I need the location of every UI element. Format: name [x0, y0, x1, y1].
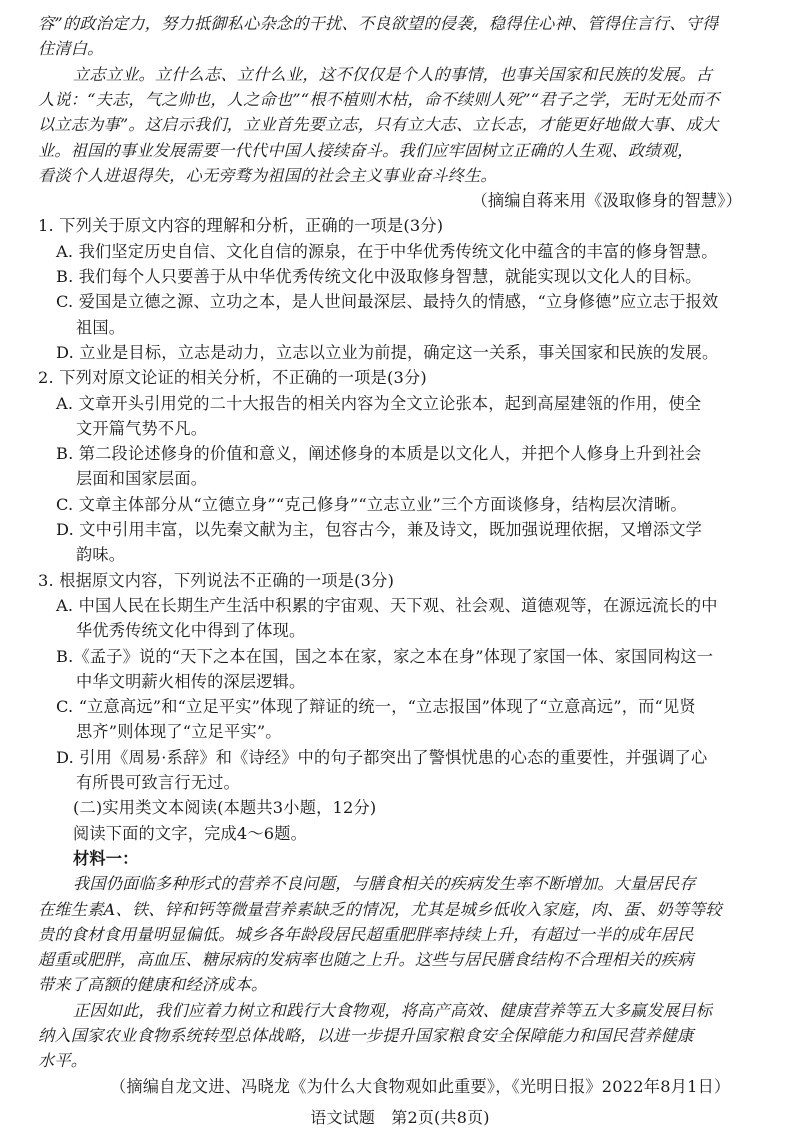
- material-label: 材料一：: [73, 848, 139, 868]
- question-1-stem: 1. 下列关于原文内容的理解和分析，正确的一项是(3分): [38, 216, 444, 236]
- material-line: 我国仍面临多种形式的营养不良问题，与膳食相关的疾病发生率不断增加。大量居民存: [73, 874, 696, 894]
- passage-line: 看淡个人进退得失，心无旁骛为祖国的社会主义事业奋斗终生。: [38, 165, 497, 185]
- question-2-stem: 2. 下列对原文论证的相关分析，不正确的一项是(3分): [38, 368, 427, 388]
- question-1-option-b: B. 我们每个人只要善于从中华优秀传统文化中汲取修身智慧，就能实现以文化人的目标。: [56, 267, 702, 286]
- passage-line: 住清白。: [38, 39, 104, 59]
- question-1-option-d: D. 立业是目标，立志是动力，立志以立业为前提，确定这一关系，事关国家和民族的发展。: [56, 342, 719, 362]
- passage-line: 容”的政治定力，努力抵御私心杂念的干扰、不良欲望的侵袭，稳得住心神、管得住言行、守得: [38, 14, 719, 33]
- question-2-option-a-cont: 文开篇气势不凡。: [76, 418, 208, 438]
- material-line: 正因如此，我们应着力树立和践行大食物观，将高产高效、健康营养等五大多赢发展目标: [73, 1000, 713, 1020]
- passage-source: （摘编自蒋来用《汲取修身的智慧》）: [471, 191, 742, 211]
- material-line: 水平。: [38, 1051, 88, 1071]
- question-3-option-c-cont: 思齐”则体现了“立足平实”。: [76, 722, 282, 742]
- passage-line: 业。祖国的事业发展需要一代代中国人接续奋斗。我们应牢固树立正确的人生观、政绩观，: [38, 140, 694, 160]
- page-footer: 语文试题 第2页(共8页): [310, 1107, 490, 1127]
- question-3-option-b-cont: 中华文明薪火相传的深层逻辑。: [76, 671, 306, 691]
- passage-line: 立志立业。立什么志、立什么业，这不仅仅是个人的事情，也事关国家和民族的发展。古: [73, 64, 713, 84]
- question-2-option-a: A. 文章开头引用党的二十大报告的相关内容为全文立论张本，起到高屋建瓴的作用，使全: [56, 393, 702, 413]
- question-3-option-c: C. “立意高远”和“立足平实”体现了辩证的统一，“立志报国”体现了“立意高远”，而“见贤: [56, 697, 696, 717]
- question-1-option-a: A. 我们坚定历史自信、文化自信的源泉，在于中华优秀传统文化中蕴含的丰富的修身智慧。: [56, 241, 718, 261]
- material-line: 超重或肥胖，高血压、糖尿病的发病率也随之上升。这些与居民膳食结构不合理相关的疾病: [38, 950, 694, 970]
- question-3-option-d-cont: 有所畏可致言行无过。: [76, 773, 240, 792]
- material-line: 在维生素A、铁、锌和钙等微量营养素缺乏的情况，尤其是城乡低收入家庭，肉、蛋、奶等等较: [38, 899, 722, 919]
- section-instruction: 阅读下面的文字，完成4～6题。: [73, 823, 308, 843]
- question-2-option-d: D. 文中引用丰富，以先秦文献为主，包容古今，兼及诗文，既加强说理依据，又增添文学: [56, 520, 703, 539]
- material-source: （摘编自龙文进、冯晓龙《为什么大食物观如此重要》，《光明日报》2022年8月1日）: [110, 1076, 731, 1096]
- question-3-option-b: B.《孟子》说的“天下之本在国，国之本在家，家之本在身”体现了家国一体、家国同构这一: [56, 646, 714, 666]
- material-line: 带来了高额的健康和经济成本。: [38, 975, 268, 995]
- question-3-option-a-cont: 华优秀传统文化中得到了体现。: [76, 621, 306, 641]
- question-2-option-c: C. 文章主体部分从“立德立身”“克己修身”“立志立业”三个方面谈修身，结构层次清晰。: [56, 494, 687, 514]
- passage-line: 人说：“夫志，气之帅也，人之命也”“根不植则木枯，命不续则人死”“君子之学，无时无处而不: [38, 89, 720, 109]
- question-2-option-b-cont: 层面和国家层面。: [76, 469, 208, 489]
- question-1-option-c-cont: 祖国。: [76, 317, 126, 337]
- section-heading: (二)实用类文本阅读(本题共3小题，12分): [73, 798, 377, 818]
- question-3-option-a: A. 中国人民在长期生产生活中积累的宇宙观、天下观、社会观、道德观等，在源远流长的中: [56, 595, 718, 615]
- question-1-option-c: C. 爱国是立德之源、立功之本，是人世间最深层、最持久的情感，“立身修德”应立志于报效: [56, 292, 719, 312]
- question-3-option-d: D. 引用《周易·系辞》和《诗经》中的句子都突出了警惧忧患的心态的重要性，并强调了心: [56, 747, 708, 767]
- question-2-option-b: B. 第二段论述修身的价值和意义，阐述修身的本质是以文化人，并把个人修身上升到社会: [56, 444, 702, 464]
- question-3-stem: 3. 根据原文内容，下列说法不正确的一项是(3分): [38, 570, 395, 590]
- question-2-option-d-cont: 韵味。: [76, 545, 126, 565]
- material-line: 贵的食材食用量明显偏低。城乡各年龄段居民超重肥胖率持续上升，有超过一半的成年居民: [38, 924, 694, 944]
- passage-line: 以立志为事”。这启示我们，立业首先要立志，只有立大志、立长志，才能更好地做大事、成大: [38, 115, 719, 135]
- material-line: 纳入国家农业食物系统转型总体战略，以进一步提升国家粮食安全保障能力和国民营养健康: [38, 1026, 694, 1045]
